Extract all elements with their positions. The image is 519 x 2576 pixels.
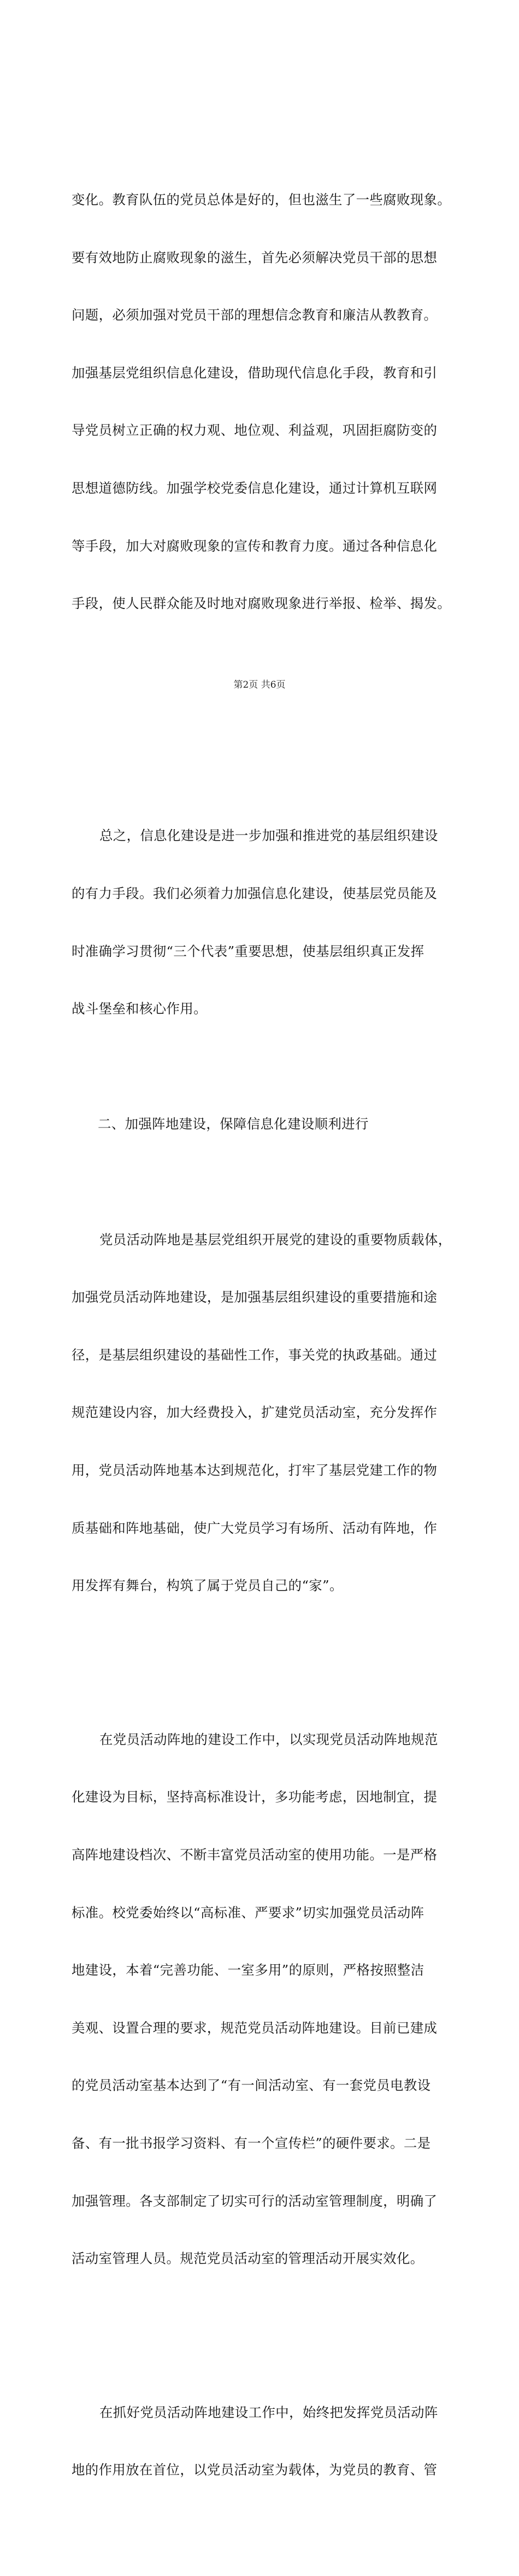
paragraph-2	[72, 788, 454, 1057]
page-number-footer: 第2页 共6页	[233, 680, 286, 690]
text-line: 时准确学习贯彻“三个代表”重要思想，使基层组织真正发挥	[72, 943, 424, 959]
text-line: 在党员活动阵地的建设工作中，以实现党员活动阵地规范	[99, 1731, 438, 1747]
text-line: 导党员树立正确的权力观、地位观、利益观，巩固拒腐防变的	[72, 422, 438, 439]
text-line: 手段，使人民群众能及时地对腐败现象进行举报、检举、揭发。	[72, 595, 451, 612]
text-line: 的党员活动室基本达到了“有一间活动室、有一套党员电教设	[72, 2077, 431, 2094]
text-line: 加强管理。各支部制定了切实可行的活动室管理制度，明确了	[72, 2193, 438, 2209]
text-line: 要有效地防止腐败现象的滋生，首先必须解决党员干部的思想	[72, 249, 438, 265]
text-line: 活动室管理人员。规范党员活动室的管理活动开展实效化。	[72, 2250, 424, 2267]
paragraph-spacer	[72, 709, 454, 730]
text-line: 标准。校党委始终以“高标准、严要求”切实加强党员活动阵	[72, 1904, 424, 1921]
text-line: 的有力手段。我们必须着力加强信息化建设，使基层党员能及	[72, 885, 438, 901]
text-line: 总之，信息化建设是进一步加强和推进党的基层组织建设	[99, 828, 438, 844]
text-line: 用发挥有舞台，构筑了属于党员自己的“家”。	[72, 1577, 343, 1594]
text-line: 用，党员活动阵地基本达到规范化，打牢了基层党建工作的物	[72, 1462, 438, 1478]
section-heading: 二、加强阵地建设，保障信息化建设顺利进行	[98, 1116, 369, 1132]
text-line: 美观、设置合理的要求，规范党员活动阵地建设。目前已建成	[72, 2019, 438, 2036]
text-line: 加强基层党组织信息化建设，借助现代信息化手段，教育和引	[72, 364, 438, 381]
text-line: 加强党员活动阵地建设，是加强基层组织建设的重要措施和途	[72, 1289, 438, 1305]
text-line: 等手段，加大对腐败现象的宣传和教育力度。通过各种信息化	[72, 537, 438, 554]
paragraph-3	[72, 1191, 454, 1634]
text-line: 问题，必须加强对党员干部的理想信念教育和廉洁从教教育。	[72, 307, 438, 323]
paragraph-4	[72, 1691, 454, 2306]
text-line: 规范建设内容，加大经费投入，扩建党员活动室，充分发挥作	[72, 1404, 438, 1421]
text-line: 变化。教育队伍的党员总体是好的，但也滋生了一些腐败现象。	[72, 192, 451, 208]
text-line: 党员活动阵地是基层党组织开展党的建设的重要物质载体，	[99, 1231, 452, 1248]
text-line: 径，是基层组织建设的基础性工作，事关党的执政基础。通过	[72, 1346, 438, 1363]
text-line: 化建设为目标，坚持高标准设计，多功能考虑，因地制宜，提	[72, 1789, 438, 1805]
text-line: 高阵地建设档次、不断丰富党员活动室的使用功能。一是严格	[72, 1846, 438, 1863]
text-line: 地的作用放在首位，以党员活动室为载体，为党员的教育、管	[72, 2462, 438, 2478]
document-body	[72, 94, 454, 2576]
paragraph-5	[72, 2364, 454, 2518]
text-line: 质基础和阵地基础，使广大党员学习有场所、活动有阵地，作	[72, 1520, 438, 1536]
text-line: 思想道德防线。加强学校党委信息化建设，通过计算机互联网	[72, 480, 438, 496]
paragraph-1	[72, 152, 454, 652]
text-line: 战斗堡垒和核心作用。	[72, 1001, 207, 1017]
text-line: 备、有一批书报学习资料、有一个宣传栏”的硬件要求。二是	[72, 2135, 431, 2151]
text-line: 在抓好党员活动阵地建设工作中，始终把发挥党员活动阵	[99, 2404, 438, 2420]
text-line: 地建设，本着“完善功能、一室多用”的原则，严格按照整洁	[72, 1962, 424, 1978]
